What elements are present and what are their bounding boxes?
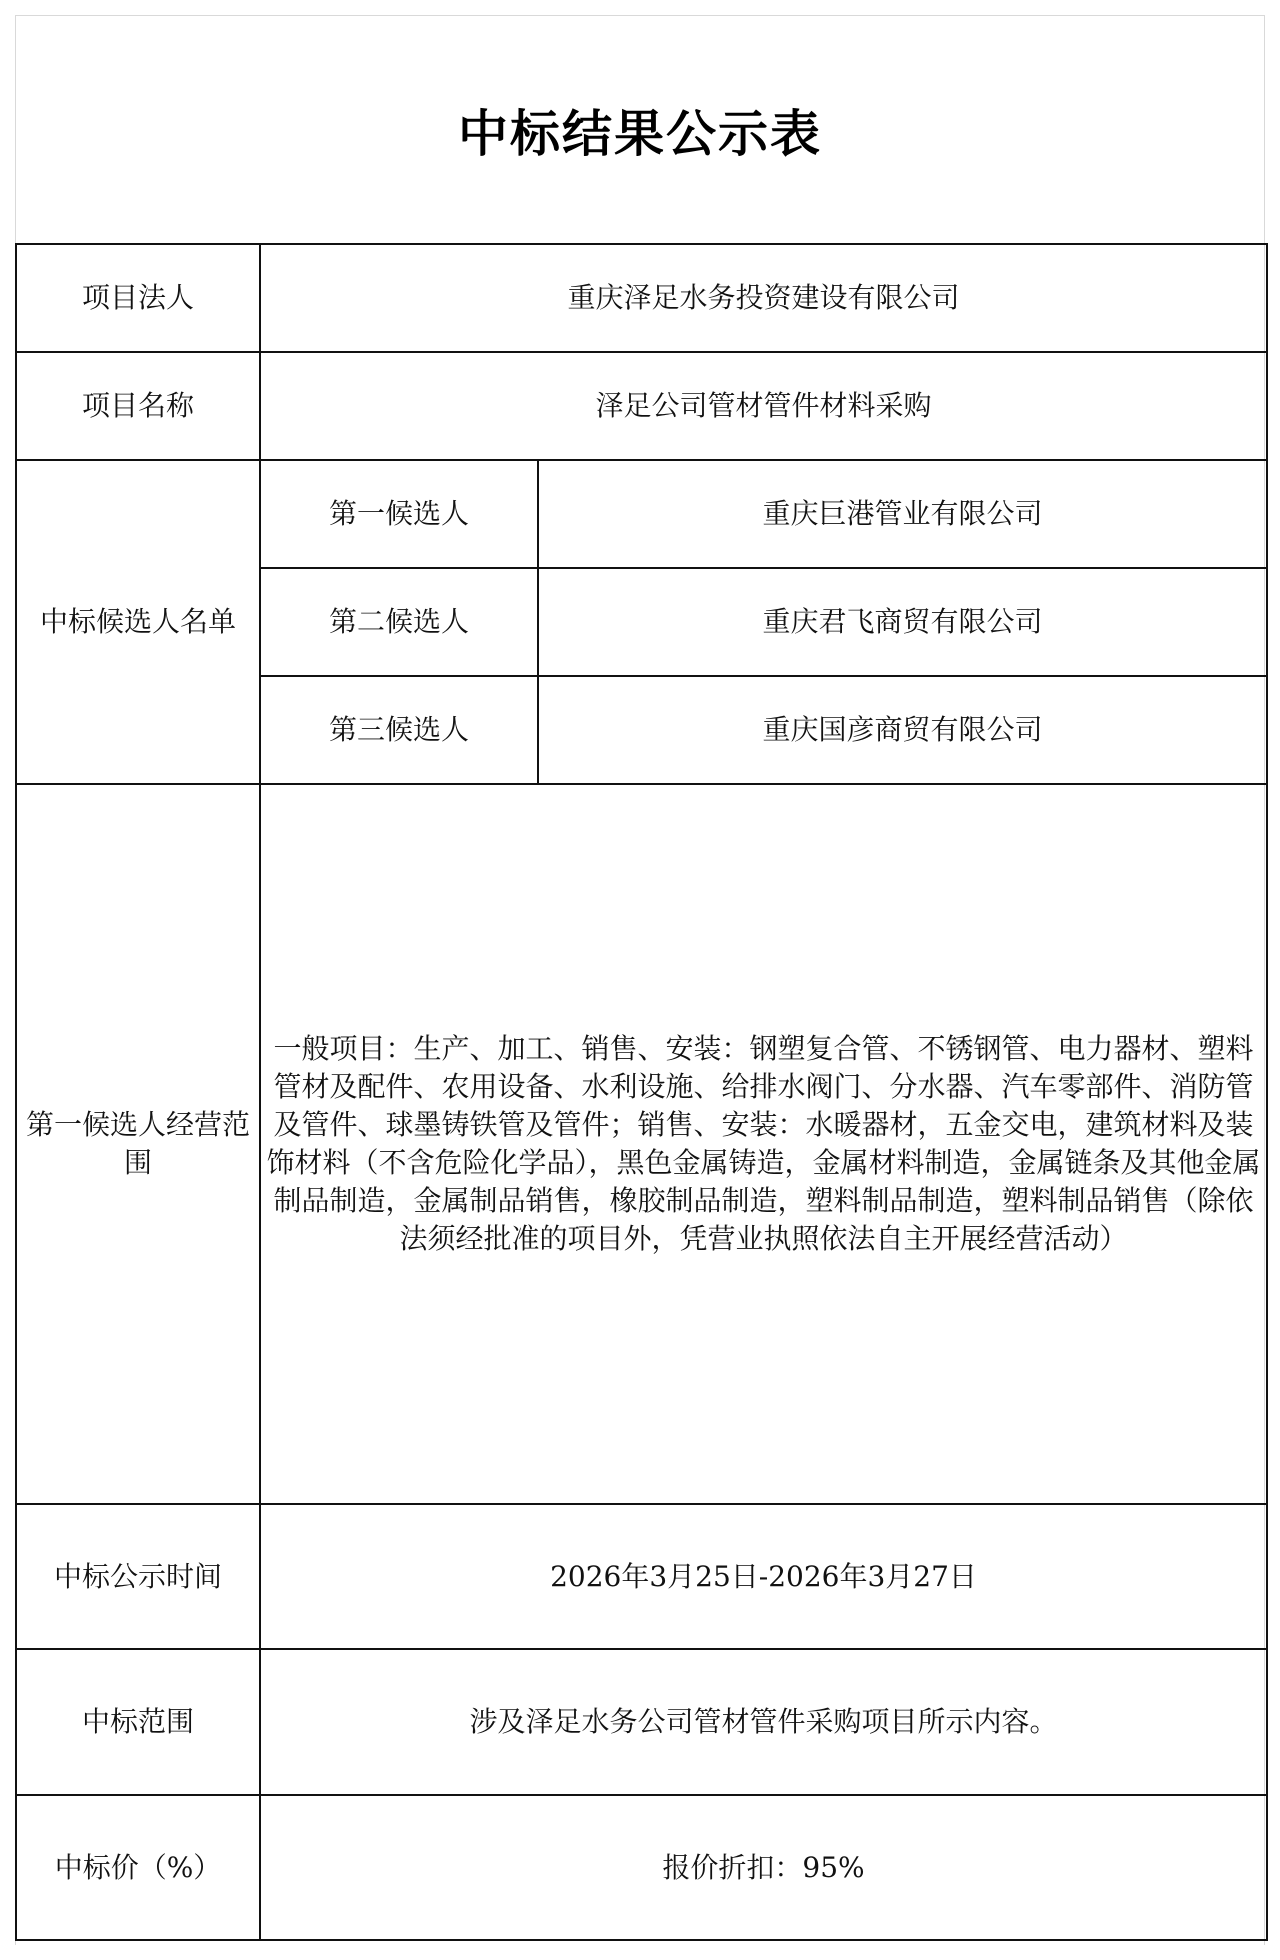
document-sheet [15, 15, 1265, 1945]
row-bid-price [16, 1795, 1267, 1940]
candidate-3-name: 重庆国彦商贸有限公司 [538, 676, 1267, 784]
legal-person-label: 项目法人 [16, 244, 260, 352]
title-area [16, 16, 1264, 243]
candidates-label: 中标候选人名单 [16, 460, 260, 784]
row-business-scope [16, 784, 1267, 1504]
candidate-2-name: 重庆君飞商贸有限公司 [538, 568, 1267, 676]
results-table [15, 243, 1268, 1941]
bid-scope-value: 涉及泽足水务公司管材管件采购项目所示内容。 [260, 1649, 1267, 1795]
publicity-period-label: 中标公示时间 [16, 1504, 260, 1649]
project-name-label: 项目名称 [16, 352, 260, 460]
candidate-1-rank: 第一候选人 [260, 460, 538, 568]
project-name-value: 泽足公司管材管件材料采购 [260, 352, 1267, 460]
business-scope-label: 第一候选人经营范围 [16, 784, 260, 1504]
candidate-3-rank: 第三候选人 [260, 676, 538, 784]
bid-scope-label: 中标范围 [16, 1649, 260, 1795]
candidate-1-name: 重庆巨港管业有限公司 [538, 460, 1267, 568]
row-project-name [16, 352, 1267, 460]
bid-price-label: 中标价（%） [16, 1795, 260, 1940]
row-publicity-period [16, 1504, 1267, 1649]
document-title: 中标结果公示表 [458, 104, 822, 163]
row-candidate-1 [16, 460, 1267, 568]
row-legal-person [16, 244, 1267, 352]
row-bid-scope [16, 1649, 1267, 1795]
bid-price-value: 报价折扣：95% [260, 1795, 1267, 1940]
candidate-2-rank: 第二候选人 [260, 568, 538, 676]
legal-person-value: 重庆泽足水务投资建设有限公司 [260, 244, 1267, 352]
business-scope-value: 一般项目：生产、加工、销售、安装：钢塑复合管、不锈钢管、电力器材、塑料管材及配件、农用设备、水利设施、给排水阀门、分水器、汽车零部件、消防管及管件、球墨铸铁管及管件；销售、安装：水暖器材，五金交电，建筑材料及装饰材料（不含危险化学品），黑色金属铸造，金属材料制造，金属链条及其他金属制品制造，金属制品销售，橡胶制品制造，塑料制品制造，塑料制品销售（除依法须经批准的项目外，凭营业执照依法自主开展经营活动） [260, 784, 1267, 1504]
publicity-period-value: 2026年3月25日-2026年3月27日 [260, 1504, 1267, 1649]
